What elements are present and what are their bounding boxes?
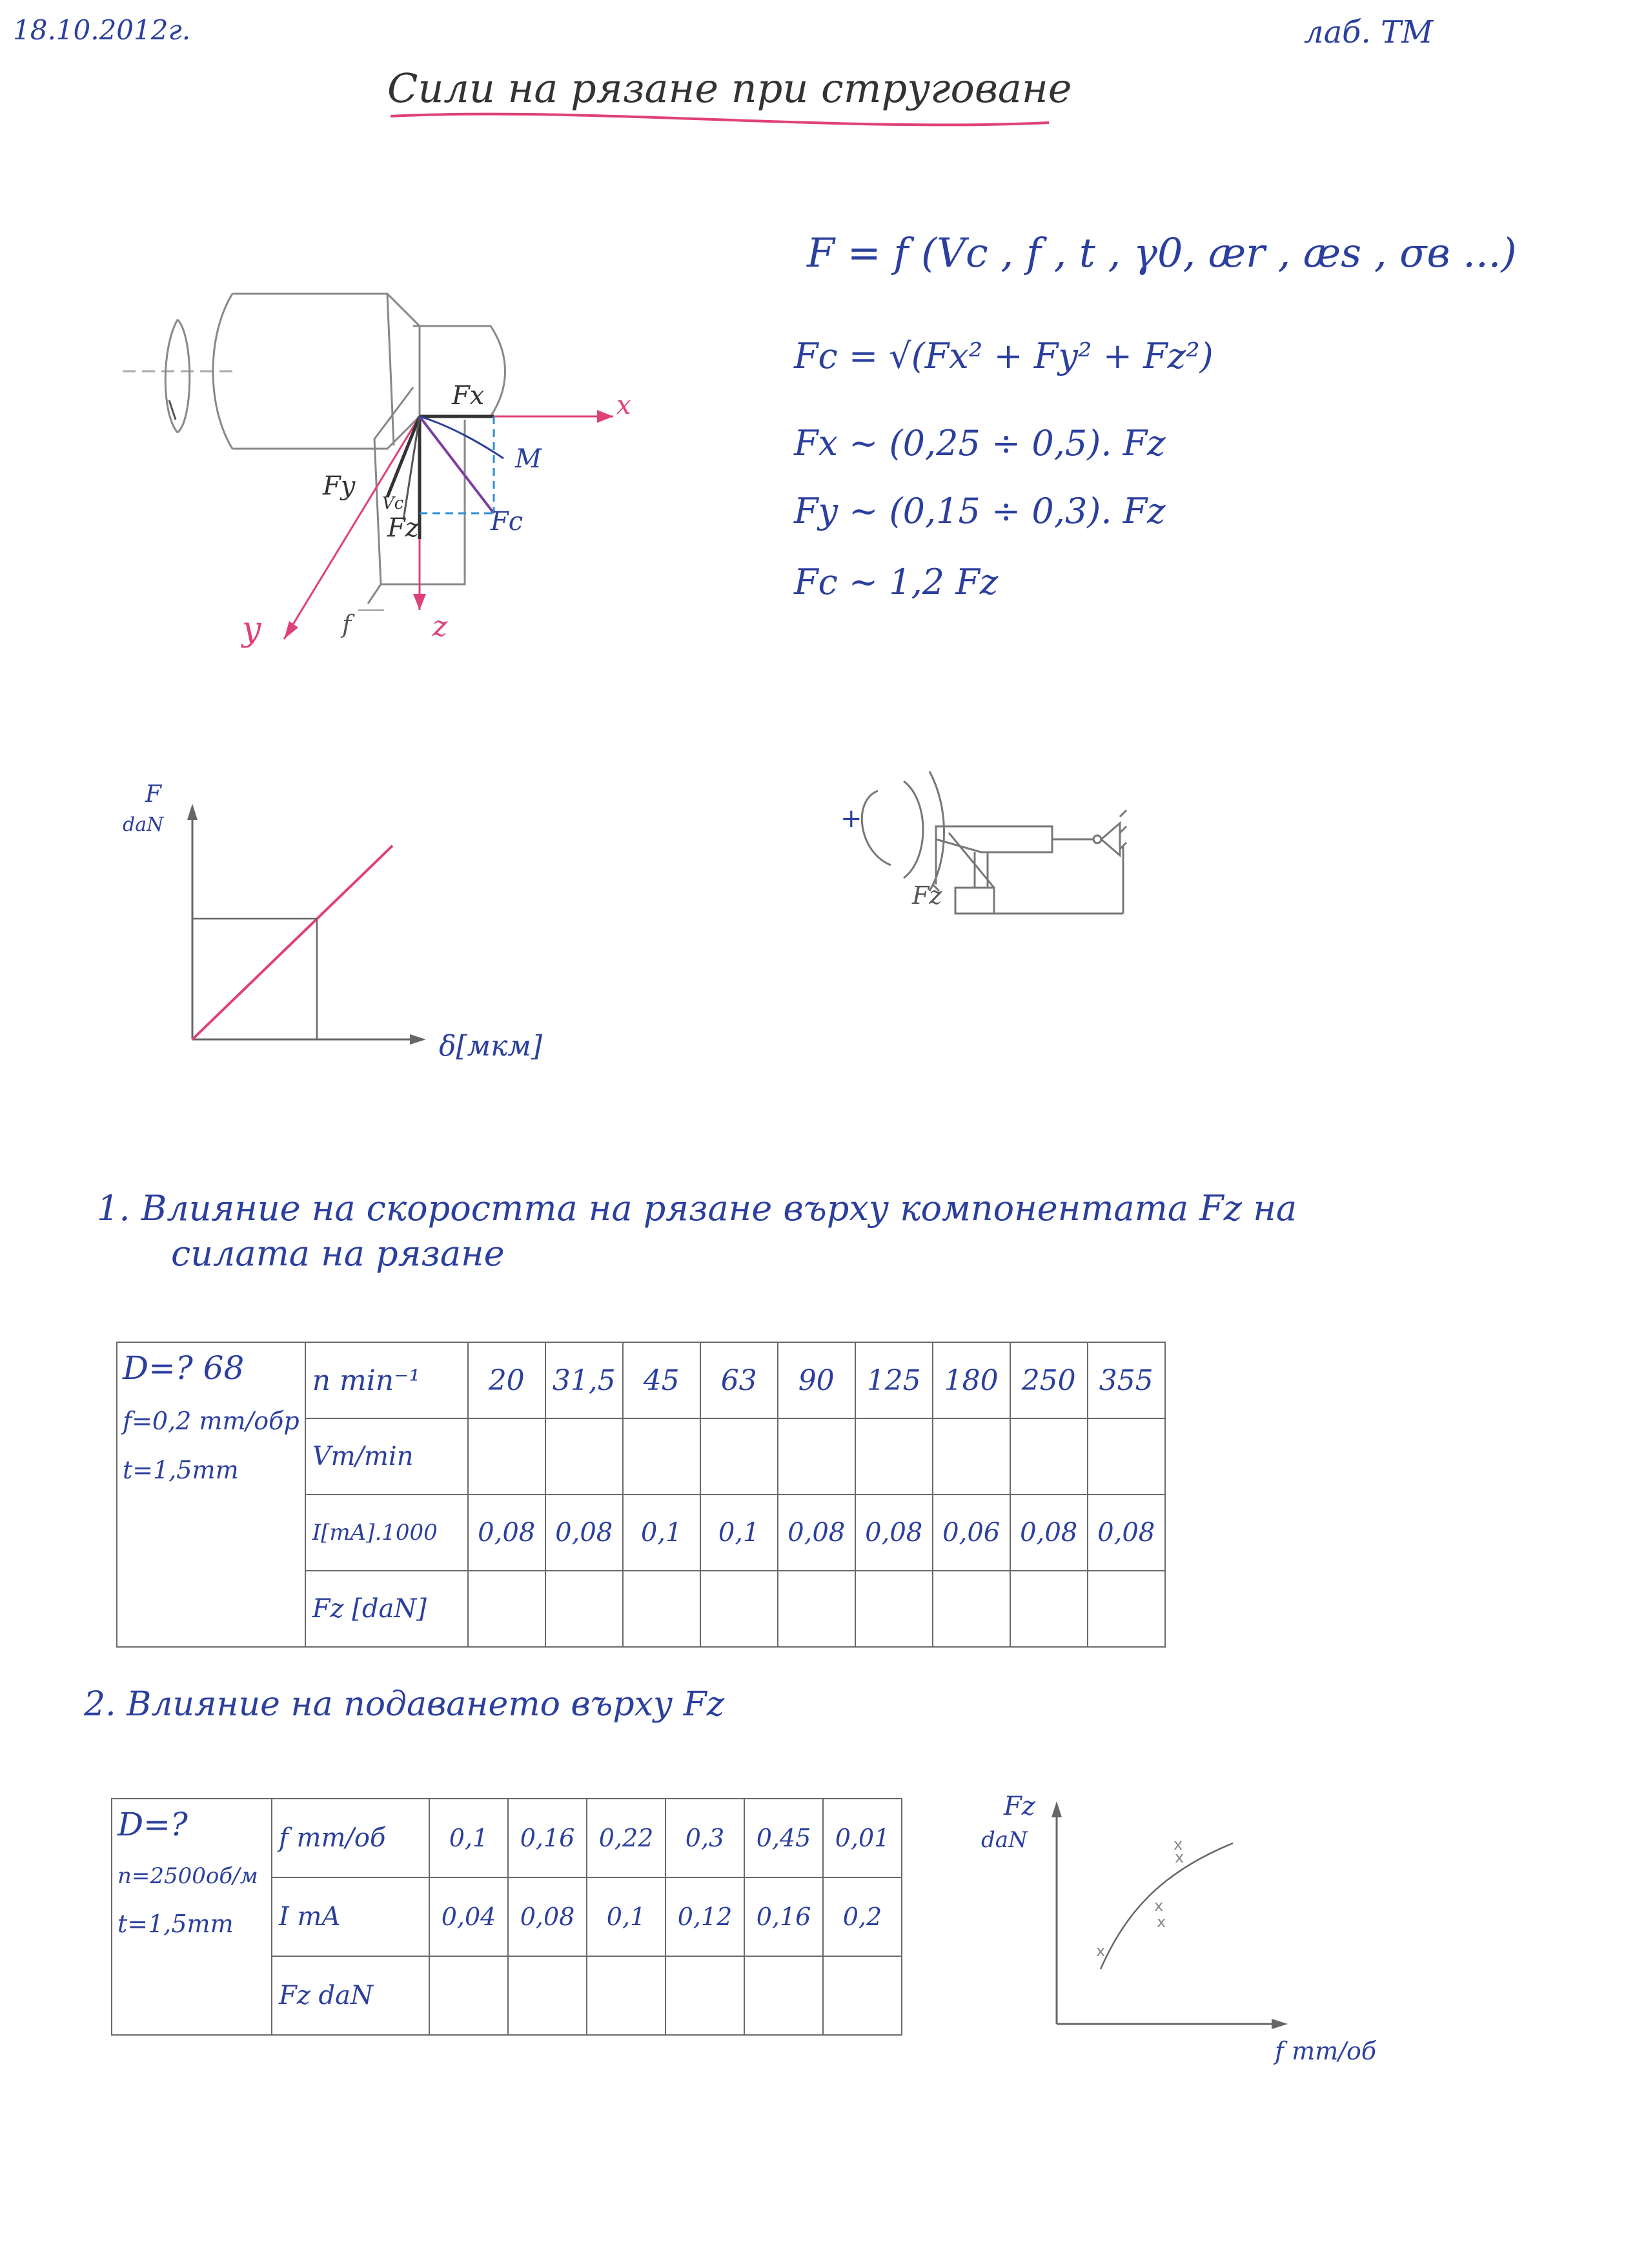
label-fy: Fy — [323, 471, 356, 501]
section1-title-line2: силата на рязане — [171, 1233, 505, 1274]
table-cell: 0,08 — [855, 1495, 933, 1571]
table-cell: 20 — [468, 1342, 545, 1418]
table-cell: 0,04 — [429, 1877, 508, 1956]
table-cell: 0,08 — [1010, 1495, 1088, 1571]
graph-point-mark: x — [1096, 1942, 1106, 1960]
table-cell: 0,1 — [587, 1877, 666, 1956]
table-cell: 0,1 — [700, 1495, 778, 1571]
table-cell: 0,3 — [666, 1799, 744, 1877]
row-label-speed: Vm/min — [305, 1418, 468, 1495]
graph2-yunit: daN — [981, 1827, 1028, 1853]
table-cell: 0,08 — [468, 1495, 545, 1571]
label-fc: Fc — [491, 507, 523, 536]
table-cell: 355 — [1088, 1342, 1165, 1418]
table-cell: 0,08 — [508, 1877, 587, 1956]
graph-point-mark: x — [1175, 1848, 1184, 1866]
graph-point-mark: x — [1154, 1897, 1164, 1915]
graph2-ylabel: Fz — [1004, 1792, 1035, 1821]
table-cell: 0,06 — [933, 1495, 1010, 1571]
section1-title-line1: 1. Влияние на скоростта на рязане върху компонентата Fz на — [97, 1188, 1297, 1229]
table-cell: 45 — [623, 1342, 700, 1418]
label-fz: Fz — [387, 513, 419, 543]
date: 18.10.2012г. — [13, 14, 191, 46]
row-label-current: I mA — [272, 1877, 429, 1956]
graph-point-mark: x — [1174, 1835, 1183, 1854]
label-m: M — [515, 444, 542, 474]
table-cell: 250 — [1010, 1342, 1088, 1418]
formula-fx: Fx ~ (0,25 ÷ 0,5). Fz — [794, 423, 1166, 464]
table-cell: 0,08 — [545, 1495, 623, 1571]
param-rpm: n=2500oб/м — [117, 1863, 258, 1889]
param-feed: f=0,2 mm/oбр — [123, 1407, 300, 1435]
label-vc: Vc — [382, 494, 404, 513]
table-cell: 0,16 — [508, 1799, 587, 1877]
formula-fc-approx: Fc ~ 1,2 Fz — [794, 562, 999, 602]
table-cell: 0,08 — [778, 1495, 855, 1571]
calib-xlabel: δ[мкм] — [439, 1030, 543, 1063]
calib-ylabel: F — [145, 781, 161, 808]
graph2-xlabel: f mm/об — [1275, 2037, 1377, 2065]
sketch-fz: Fz — [912, 881, 942, 910]
label-fx: Fx — [452, 381, 485, 411]
table-cell: 0,01 — [823, 1799, 902, 1877]
param-diameter: D=? 68 — [123, 1349, 245, 1387]
row-label-current: I[mA].1000 — [305, 1495, 468, 1571]
sketch-plus: + — [840, 804, 862, 833]
table-cell: 0,22 — [587, 1799, 666, 1877]
row-label-rpm: n min⁻¹ — [305, 1342, 468, 1418]
formula-general: F = f (Vc , f , t , γ0, ær , æs , σв ...) — [807, 229, 1517, 276]
label-feed: f — [342, 610, 352, 639]
label-z-axis: z — [432, 610, 448, 643]
calib-yunit: daN — [123, 813, 164, 836]
table-cell: 0,2 — [823, 1877, 902, 1956]
table-cell: 125 — [855, 1342, 933, 1418]
course-label: лаб. ТМ — [1304, 14, 1434, 50]
table-cell: 0,16 — [744, 1877, 823, 1956]
row-label-force: Fz [daN] — [305, 1571, 468, 1647]
label-x-axis: x — [616, 391, 631, 420]
row-label-force: Fz daN — [272, 1956, 429, 2035]
table-cell: 0,1 — [623, 1495, 700, 1571]
label-y-axis: y — [242, 610, 261, 649]
table-cell: 63 — [700, 1342, 778, 1418]
formula-fc: Fc = √(Fx² + Fy² + Fz²) — [794, 336, 1214, 376]
param-diameter: D=? — [117, 1806, 188, 1843]
page-title: Сили на рязане при струговане — [387, 65, 1072, 112]
row-label-feed: f mm/об — [272, 1799, 429, 1877]
param-depth: t=1,5mm — [117, 1910, 234, 1938]
param-depth: t=1,5mm — [123, 1456, 239, 1484]
graph-point-mark: x — [1157, 1913, 1166, 1931]
table-cell: 0,1 — [429, 1799, 508, 1877]
table-cell: 0,45 — [744, 1799, 823, 1877]
formula-fy: Fy ~ (0,15 ÷ 0,3). Fz — [794, 491, 1166, 531]
table-cell: 0,12 — [666, 1877, 744, 1956]
table-cell: 31,5 — [545, 1342, 623, 1418]
table-cell: 0,08 — [1088, 1495, 1165, 1571]
table-cell: 90 — [778, 1342, 855, 1418]
section2-title: 2. Влияние на подаването върху Fz — [84, 1685, 725, 1724]
table-cell: 180 — [933, 1342, 1010, 1418]
